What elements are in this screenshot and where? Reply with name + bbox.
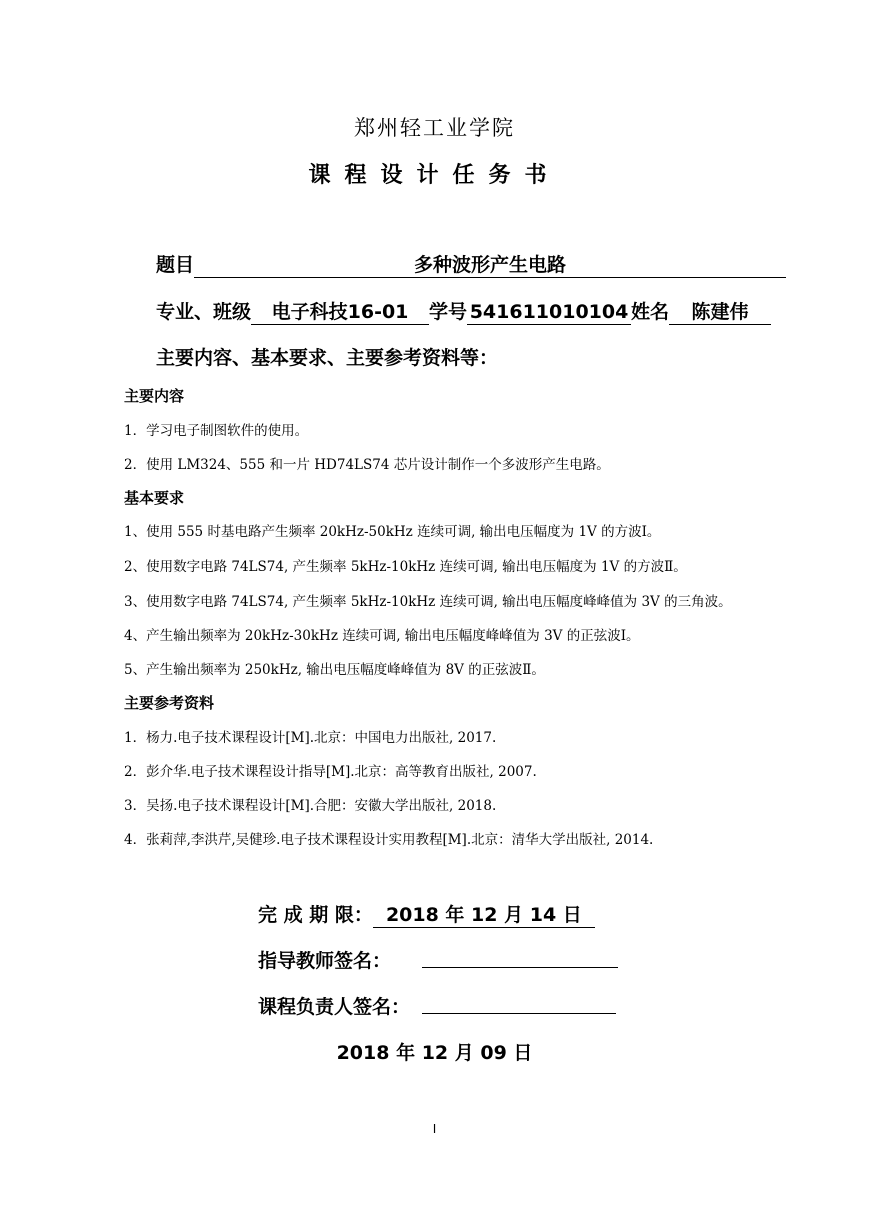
requirement-item: 5、产生输出频率为 250kHz, 输出电压幅度峰峰值为 8V 的正弦波Ⅱ。 [124,662,545,678]
topic-value: 多种波形产生电路 [194,253,786,278]
school-name: 郑州轻工业学院 [354,116,515,140]
name-value: 陈建伟 [669,300,771,325]
page-number: I [432,1122,437,1136]
references-heading: 主要参考资料 [124,694,215,712]
name-label: 姓名 [631,301,670,323]
reference-item: 3．吴扬.电子技术课程设计[M].合肥：安徽大学出版社, 2018. [124,798,497,814]
document-title: 课程设计任务书 [308,163,561,188]
deadline-value: 2018 年 12 月 14 日 [373,903,595,928]
student-id-label: 学号 [429,301,468,323]
issue-date: 2018 年 12 月 09 日 [336,1042,533,1064]
main-content-item: 2．使用 LM324、555 和一片 HD74LS74 芯片设计制作一个多波形产生电路。 [124,457,610,473]
requirement-item: 2、使用数字电路 74LS74, 产生频率 5kHz-10kHz 连续可调, 输出电压幅度为 1V 的方波Ⅱ。 [124,559,687,575]
main-content-item: 1．学习电子制图软件的使用。 [124,423,309,439]
topic-row [156,250,786,278]
advisor-signature-line[interactable] [422,966,618,968]
requirement-item: 4、产生输出频率为 20kHz-30kHz 连续可调, 输出电压幅度峰峰值为 3V 的正弦波Ⅰ。 [124,628,640,644]
topic-label: 题目 [156,254,195,276]
reference-item: 2．彭介华.电子技术课程设计指导[M].北京：高等教育出版社, 2007. [124,764,537,780]
reference-item: 4．张莉萍,李洪芹,吴健珍.电子技术课程设计实用教程[M].北京：清华大学出版社, 2014. [124,832,654,848]
deadline-row [258,900,595,928]
student-id-value: 541611010104 [467,300,631,325]
requirement-item: 1、使用 555 时基电路产生频率 20kHz-50kHz 连续可调, 输出电压幅度为 1V 的方波Ⅰ。 [124,524,661,540]
requirement-item: 3、使用数字电路 74LS74, 产生频率 5kHz-10kHz 连续可调, 输出电压幅度峰峰值为 3V 的三角波。 [124,594,732,610]
requirements-heading: 基本要求 [124,489,185,507]
major-label: 专业、班级 [156,301,252,323]
student-info-row [156,297,771,325]
course-lead-sign-label: 课程负责人签名： [258,996,411,1018]
section-intro: 主要内容、基本要求、主要参考资料等： [156,347,499,369]
advisor-sign-label: 指导教师签名： [258,950,392,972]
course-lead-signature-line[interactable] [422,1012,616,1014]
reference-item: 1．杨力.电子技术课程设计[M].北京：中国电力出版社, 2017. [124,730,497,746]
deadline-label: 完 成 期 限： [258,904,373,926]
major-value: 电子科技16-01 [251,300,429,325]
main-content-heading: 主要内容 [124,387,185,405]
